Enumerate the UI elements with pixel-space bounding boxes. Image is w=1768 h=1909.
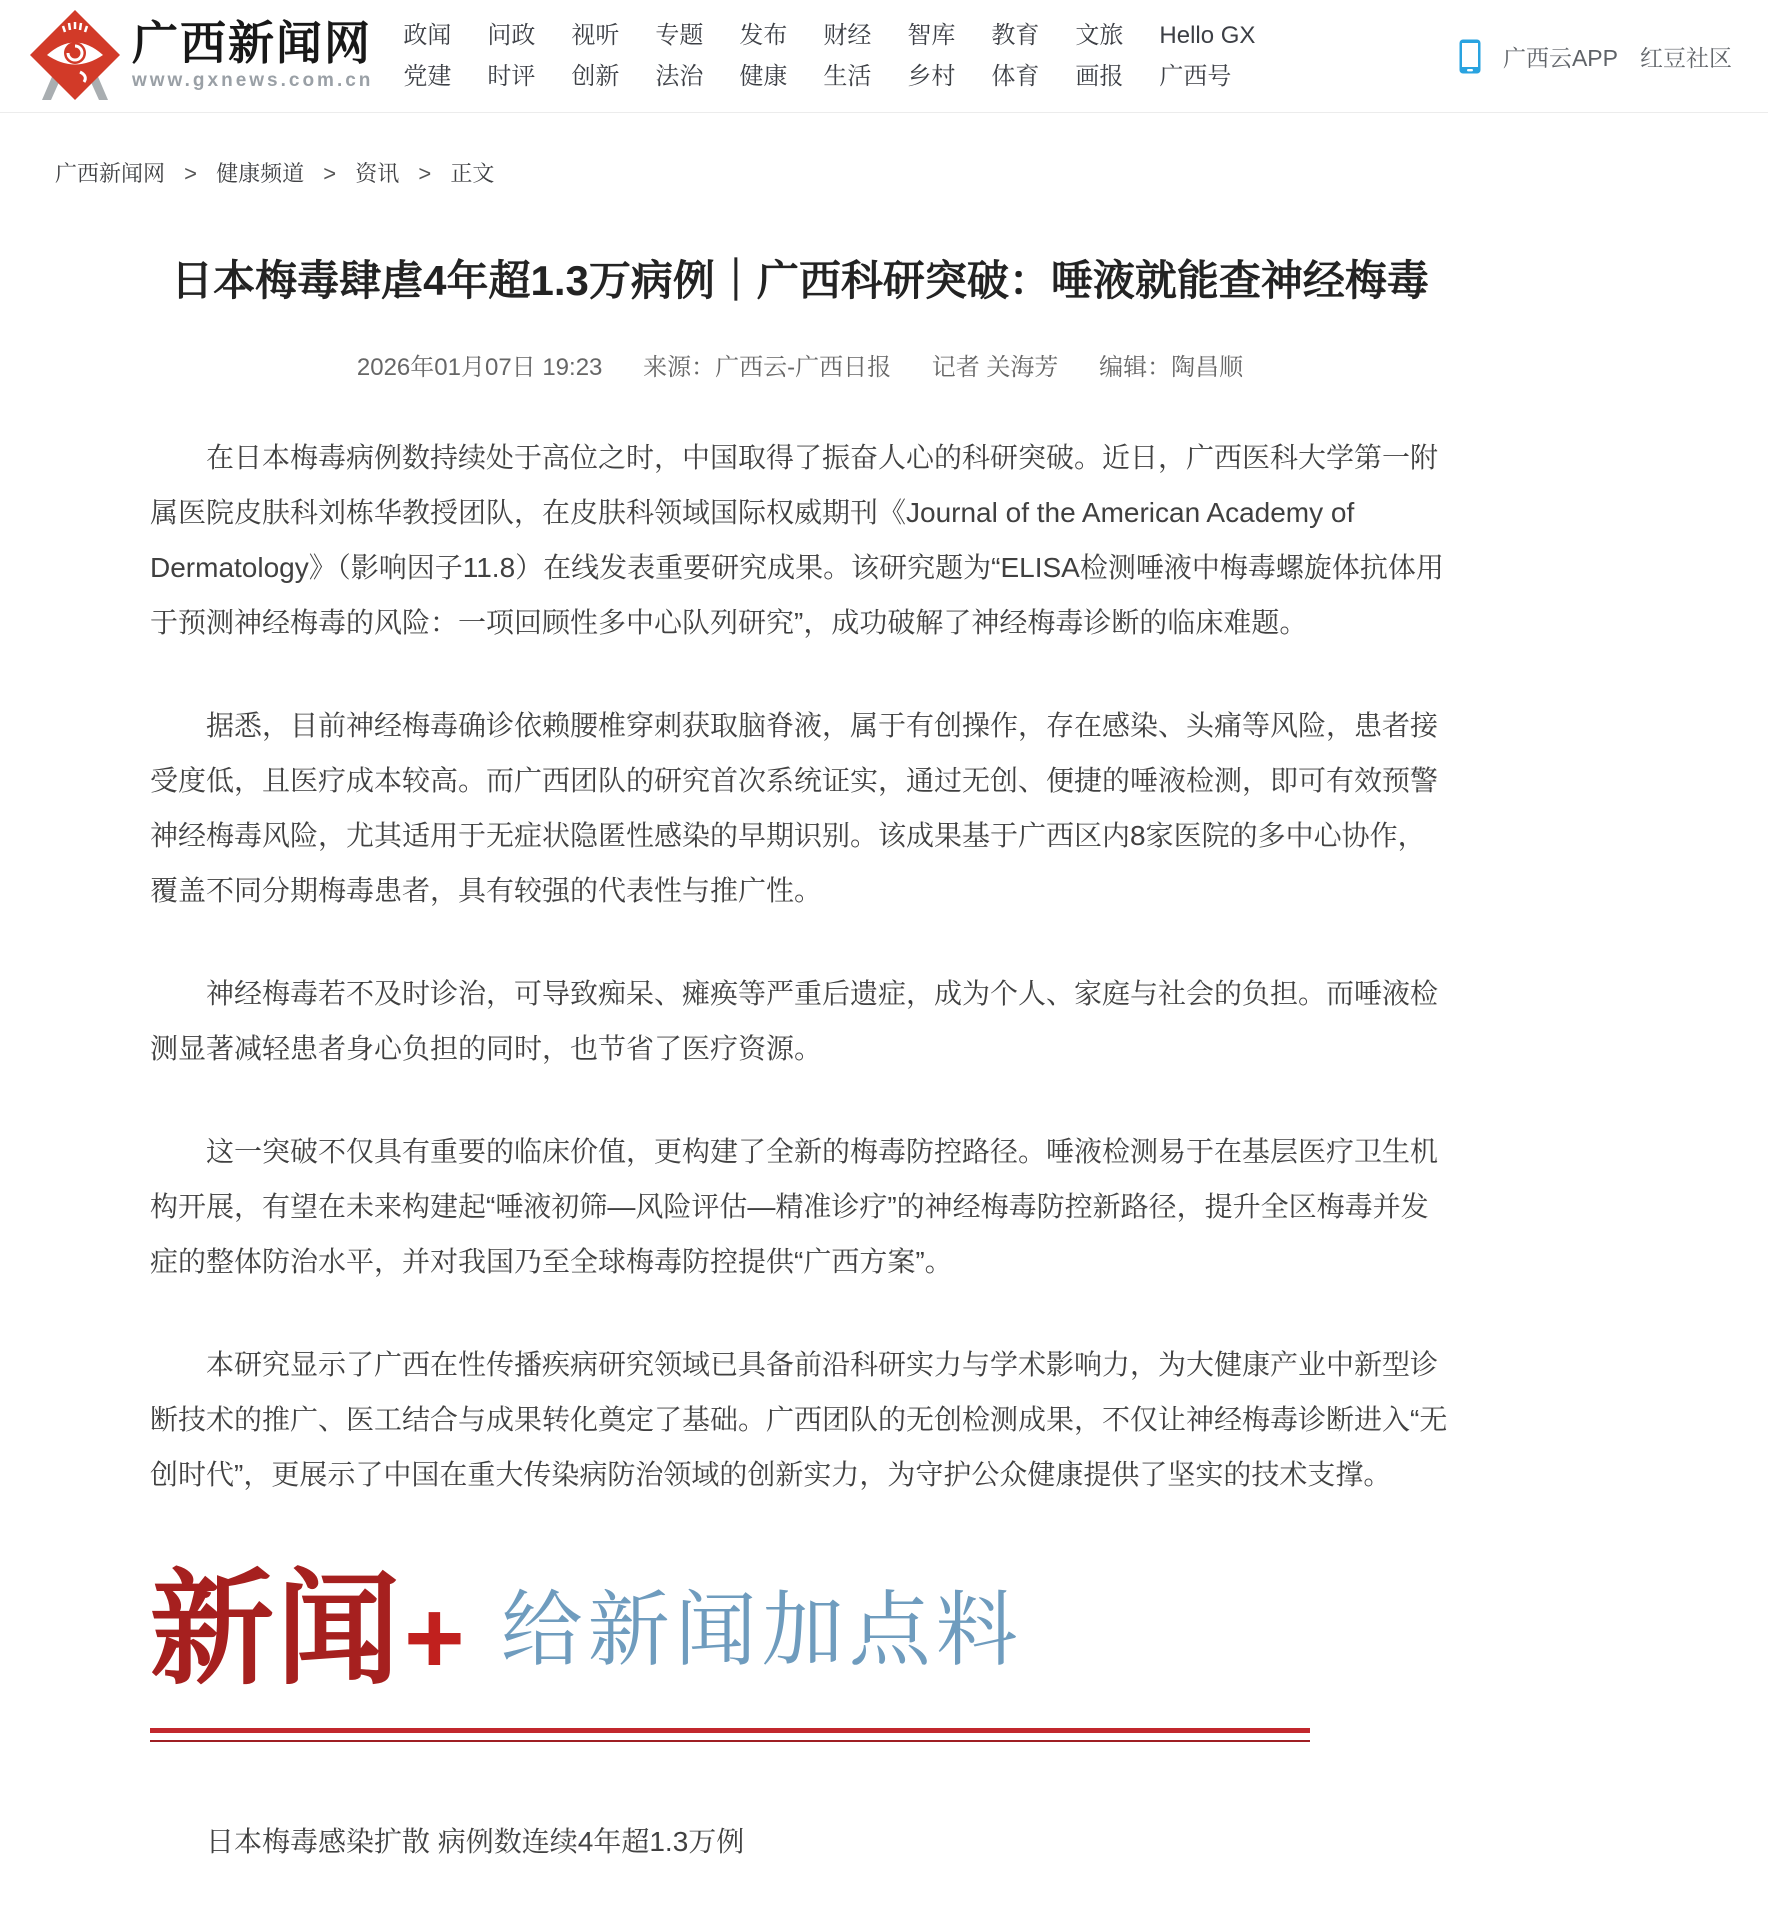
nav-column bbox=[991, 22, 1039, 90]
article-editor: 编辑：陶昌顺 bbox=[1099, 353, 1244, 381]
breadcrumb-separator: > bbox=[184, 161, 197, 186]
site-url: www.gxnews.com.cn bbox=[132, 69, 374, 91]
nav-column bbox=[571, 22, 619, 90]
site-name: 广西新闻网 bbox=[132, 17, 372, 69]
nav-item[interactable]: 教育 bbox=[991, 21, 1040, 49]
breadcrumb-health-channel[interactable]: 健康频道 bbox=[216, 161, 305, 186]
nav-column bbox=[1075, 22, 1123, 90]
publish-datetime: 2026年01月07日 19:23 bbox=[356, 353, 603, 381]
header-apps bbox=[1459, 39, 1732, 74]
nav-item[interactable]: 健康 bbox=[739, 62, 788, 90]
nav-item[interactable]: 乡村 bbox=[907, 62, 956, 90]
site-header bbox=[0, 0, 1768, 113]
nav-item[interactable]: 体育 bbox=[991, 62, 1040, 90]
article bbox=[150, 254, 1450, 1909]
article-title: 日本梅毒肆虐4年超1.3万病例｜广西科研突破：唾液就能查神经梅毒 bbox=[171, 257, 1429, 304]
hongdou-community-link[interactable]: 红豆社区 bbox=[1640, 44, 1732, 71]
article-paragraph: 本研究显示了广西在性传播疾病研究领域已具备前沿科研实力与学术影响力，为大健康产业中新型诊断技术的推广、医工结合与成果转化奠定了基础。广西团队的无创检测成果，不仅让神经梅毒诊断进入“无创时代”，更展示了中国在重大传染病防治领域的创新实力，为守护公众健康提供了坚实的技术支撑。 bbox=[150, 1348, 1448, 1490]
nav-column bbox=[655, 22, 703, 90]
gxcloud-app-link[interactable]: 广西云APP bbox=[1502, 44, 1618, 71]
site-logo-icon bbox=[30, 10, 120, 102]
breadcrumb-news[interactable]: 资讯 bbox=[355, 161, 400, 186]
nav-item[interactable]: 专题 bbox=[655, 21, 704, 49]
nav-item[interactable]: 财经 bbox=[823, 21, 872, 49]
nav-item[interactable]: 时评 bbox=[487, 62, 536, 90]
article-meta bbox=[150, 347, 1450, 382]
nav-item[interactable]: 广西号 bbox=[1159, 62, 1232, 90]
nav-item[interactable]: 生活 bbox=[823, 62, 872, 90]
breadcrumb-current: 正文 bbox=[450, 161, 495, 186]
nav-item[interactable]: 政闻 bbox=[403, 21, 452, 49]
nav-item[interactable]: 问政 bbox=[487, 21, 536, 49]
article-source: 来源：广西云-广西日报 bbox=[643, 353, 892, 381]
news-plus-banner-image bbox=[150, 1561, 1450, 1742]
article-paragraph: 在日本梅毒病例数持续处于高位之时，中国取得了振奋人心的科研突破。近日，广西医科大学第一附属医院皮肤科刘栋华教授团队，在皮肤科领域国际权威期刊《Journal of the American Academy of Dermatology》（影响因子11.8）在线发表重要研究成果。该研究题为“ELISA检测唾液中梅毒螺旋体抗体用于预测神经梅毒的风险：一项回顾性多中心队列研究”，成功破解了神经梅毒诊断的临床难题。 bbox=[150, 441, 1444, 638]
nav-column bbox=[1159, 22, 1255, 90]
news-plus-banner-row bbox=[150, 1561, 1450, 1699]
banner-slogan: 给新闻加点料 bbox=[500, 1584, 1023, 1676]
banner-divider bbox=[150, 1728, 1310, 1742]
article-paragraph: 这一突破不仅具有重要的临床价值，更构建了全新的梅毒防控路径。唾液检测易于在基层医疗卫生机构开展，有望在未来构建起“唾液初筛—风险评估—精准诊疗”的神经梅毒防控新路径，提升全区梅毒并发症的整体防治水平，并对我国乃至全球梅毒防控提供“广西方案”。 bbox=[150, 1135, 1439, 1277]
nav-item[interactable]: Hello GX bbox=[1159, 21, 1256, 49]
news-plus-text: 新闻 bbox=[150, 1561, 403, 1699]
nav-item[interactable]: 法治 bbox=[655, 62, 704, 90]
nav-column bbox=[739, 22, 787, 90]
article-reporter: 记者 关海芳 bbox=[931, 353, 1059, 381]
nav-column bbox=[907, 22, 955, 90]
article-paragraph: 据悉，目前神经梅毒确诊依赖腰椎穿刺获取脑脊液，属于有创操作，存在感染、头痛等风险，患者接受度低，且医疗成本较高。而广西团队的研究首次系统证实，通过无创、便捷的唾液检测，即可有效预警神经梅毒风险，尤其适用于无症状隐匿性感染的早期识别。该成果基于广西区内8家医院的多中心协作，覆盖不同分期梅毒患者，具有较强的代表性与推广性。 bbox=[150, 709, 1439, 906]
nav-column bbox=[487, 22, 535, 90]
breadcrumb-separator: > bbox=[323, 161, 337, 186]
site-logo[interactable] bbox=[30, 10, 373, 102]
nav-column bbox=[823, 22, 871, 90]
breadcrumb bbox=[55, 157, 1768, 188]
main-nav bbox=[403, 22, 1255, 90]
phone-icon bbox=[1459, 39, 1481, 74]
nav-item[interactable]: 创新 bbox=[571, 62, 620, 90]
banner-divider-bottom-line bbox=[150, 1740, 1310, 1742]
article-subheading: 日本梅毒感染扩散 病例数连续4年超1.3万例 bbox=[206, 1825, 745, 1857]
nav-item[interactable]: 发布 bbox=[739, 21, 788, 49]
nav-item[interactable]: 文旅 bbox=[1075, 21, 1124, 49]
plus-sign-icon: + bbox=[404, 1579, 465, 1696]
nav-item[interactable]: 视听 bbox=[571, 21, 620, 49]
nav-item[interactable]: 画报 bbox=[1075, 62, 1124, 90]
nav-column bbox=[403, 22, 451, 90]
breadcrumb-separator: > bbox=[418, 161, 432, 186]
nav-item[interactable]: 党建 bbox=[403, 62, 452, 90]
nav-item[interactable]: 智库 bbox=[907, 21, 956, 49]
banner-divider-top-line bbox=[150, 1728, 1310, 1733]
breadcrumb-home[interactable]: 广西新闻网 bbox=[55, 161, 166, 186]
article-paragraph: 神经梅毒若不及时诊治，可导致痴呆、瘫痪等严重后遗症，成为个人、家庭与社会的负担。而唾液检测显著减轻患者身心负担的同时，也节省了医疗资源。 bbox=[150, 977, 1439, 1064]
